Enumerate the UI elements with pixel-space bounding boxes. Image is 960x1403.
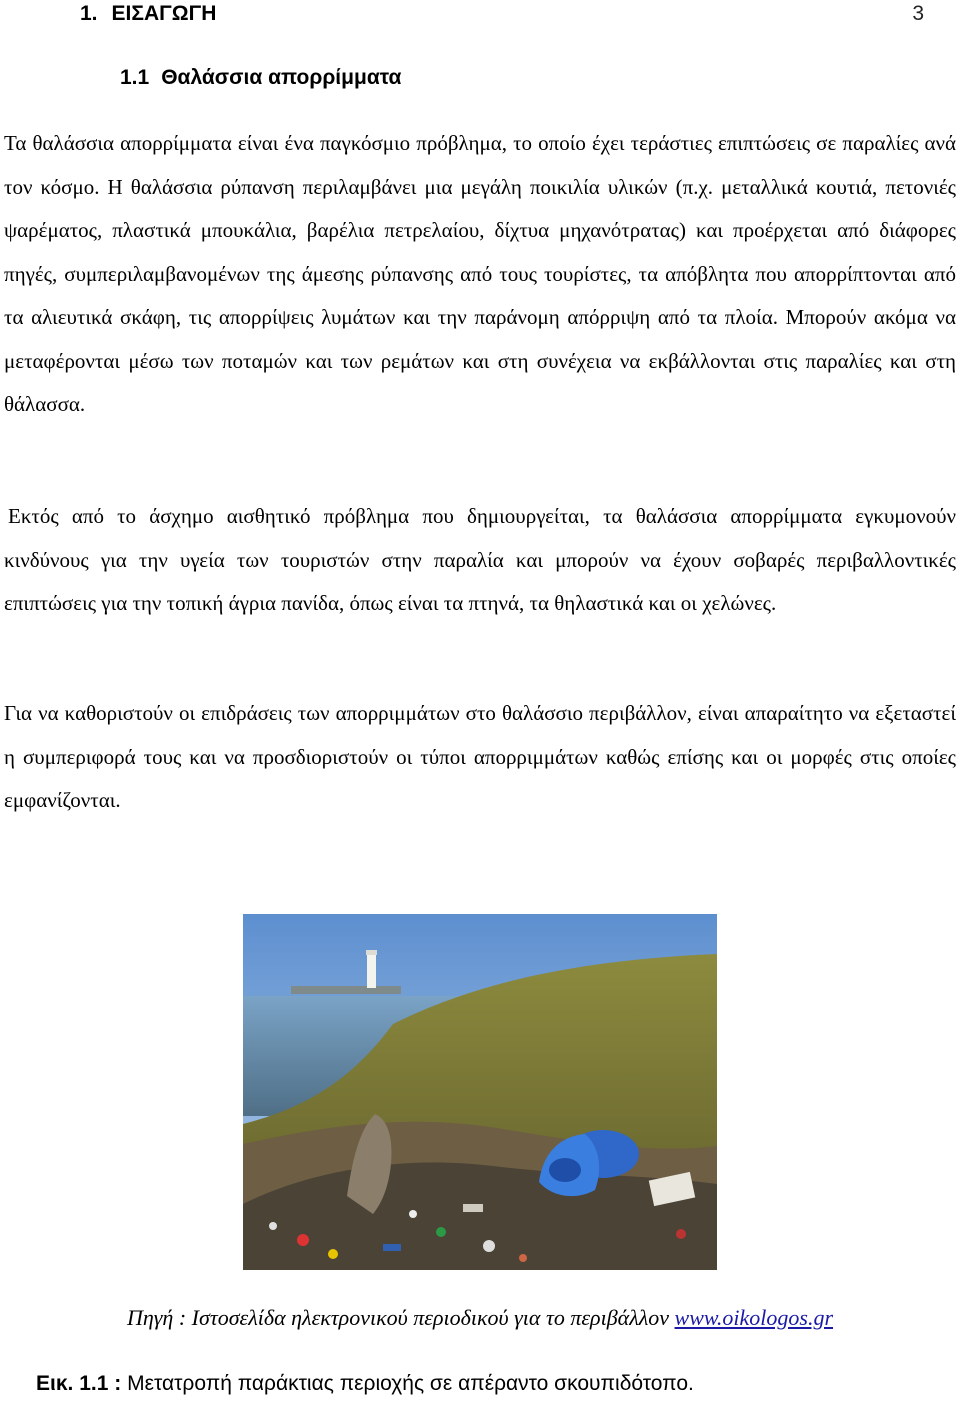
paragraph-marine-litter-intro: Τα θαλάσσια απορρίμματα είναι ένα παγκόσμιο πρόβλημα, το οποίο έχει τεράστιες επιπτώσεις σε παραλίες ανά τον κόσμο. Η θαλάσσια ρύπανση περιλαμβάνει μια μεγάλη ποικιλία υλικών (π.χ. μεταλλικά κουτιά, πετονιές ψαρέματος, πλαστικά μπουκάλια, βαρέλια πετρελαίου, δίχτυα μηχανότρατας) και προέρχεται από διάφορες πηγές, συμπεριλαμβανομένων της άμεσης ρύπανσης από τους τουρίστες, τα απόβλητα που απορρίπτονται από τα αλιευτικά σκάφη, τις απορρίψεις λυμάτων και την παράνομη απόρριψη από τα πλοία. Μπορούν ακόμα να μεταφέρονται μέσω των ποταμών και των ρεμάτων και στη συνέχεια να εκβάλλονται στις παραλίες και στη θάλασσα. <box>4 131 956 416</box>
debris-pile <box>243 1162 717 1270</box>
section-title: Θαλάσσια απορρίμματα <box>161 66 402 89</box>
section-heading <box>120 66 401 90</box>
beach-litter-photo <box>243 914 717 1270</box>
paragraph-health-risks: Εκτός από το άσχημο αισθητικό πρόβλημα που δημιουργείται, τα θαλάσσια απορρίμματα εγκυμονούν κινδύνους για την υγεία των τουριστών στην παραλία και μπορούν να έχουν σοβαρές περιβαλλοντικές επιπτώσεις για την τοπική άγρια πανίδα, όπως είναι τα πτηνά, τα θηλαστικά και οι χελώνες. <box>4 504 956 615</box>
source-link[interactable]: www.oikologos.gr <box>674 1305 834 1330</box>
caption-text: Μετατροπή παράκτιας περιοχής σε απέραντο σκουπιδότοπο. <box>127 1372 694 1395</box>
chapter-title: ΕΙΣΑΓΩΓΗ <box>111 2 217 25</box>
pier <box>291 986 401 994</box>
paragraph-effects: Για να καθοριστούν οι επιδράσεις των απορριμμάτων στο θαλάσσιο περιβάλλον, είναι απαραίτητο να εξεταστεί η συμπεριφορά τους και να προσδιοριστούν οι τύποι απορριμμάτων καθώς επίσης και οι μορφές στις οποίες εμφανίζονται. <box>4 701 956 812</box>
figure-source <box>0 1305 960 1331</box>
page-number: 3 <box>912 2 924 25</box>
chapter-heading <box>80 2 216 26</box>
lighthouse <box>367 954 376 988</box>
figure-caption <box>36 1372 694 1396</box>
section-number: 1.1 <box>120 66 150 89</box>
source-prefix: Πηγή : Ιστοσελίδα ηλεκτρονικού περιοδικού για το περιβάλλον <box>126 1305 670 1330</box>
caption-label: Εικ. 1.1 : <box>36 1372 122 1395</box>
chapter-number: 1. <box>80 2 98 25</box>
beach-litter-illustration <box>243 914 717 1270</box>
